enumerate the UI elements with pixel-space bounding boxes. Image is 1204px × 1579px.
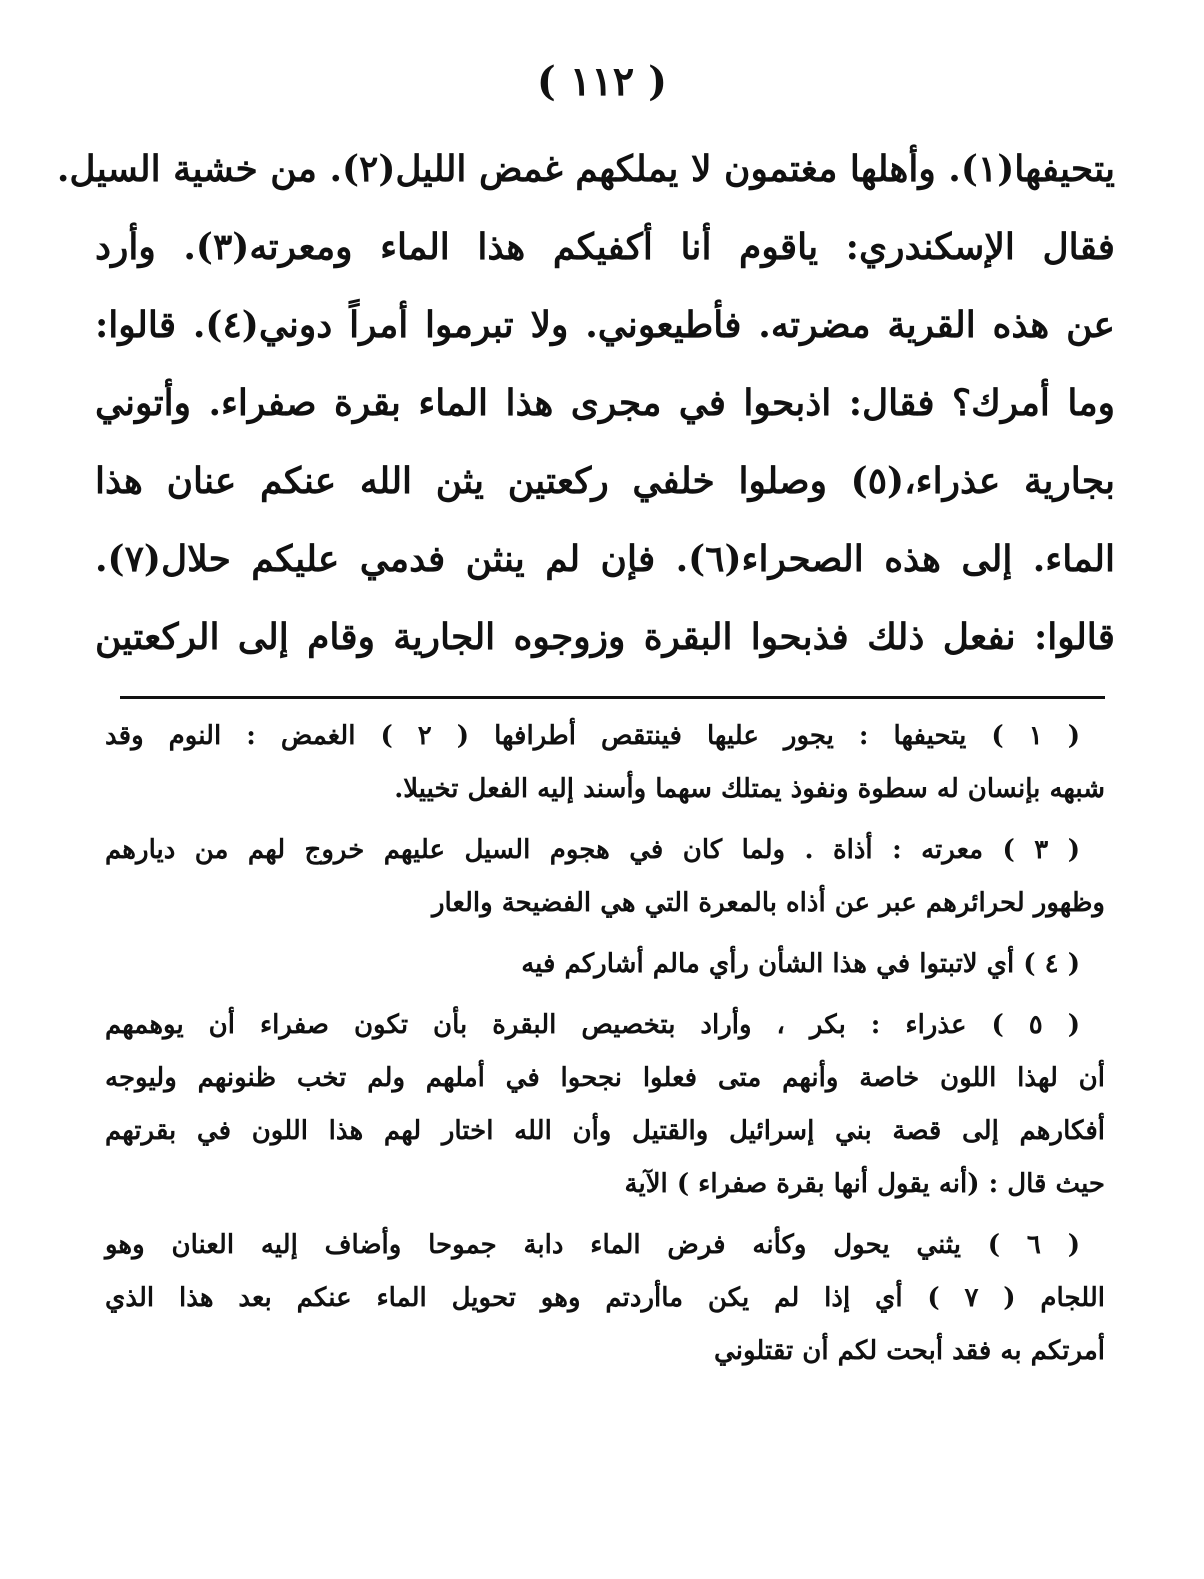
footnote-line: ( ٤ ) أي لاتبتوا في هذا الشأن رأي مالم أشاركم فيه [521, 949, 1080, 979]
footnotes-block [105, 710, 1105, 1386]
footnote-line: ( ٣ ) معرته : أذاة . ولما كان في هجوم السيل عليهم خروج لهم من ديارهم [105, 835, 1080, 865]
main-text-line: عن هذه القرية مضرته. فأطيعوني. ولا تبرموا أمراً دوني(٤). قالوا: [95, 304, 1115, 346]
main-text-block [56, 130, 1115, 676]
footnote-line: أمرتكم به فقد أبحت لكم أن تقتلوني [714, 1336, 1105, 1366]
footnote-line: حيث قال : (أنه يقول أنها بقرة صفراء ) الآية [624, 1169, 1105, 1199]
footnote-line: ( ٥ ) عذراء : بكر ، وأراد بتخصيص البقرة بأن تكون صفراء أن يوهمهم [105, 1010, 1081, 1040]
page-number: ( ١١٢ ) [536, 58, 668, 105]
footnote [105, 824, 1105, 930]
footnote-divider [120, 696, 1105, 699]
footnote [105, 938, 1105, 991]
footnote [105, 999, 1105, 1211]
main-text-line: فقال الإسكندري: ياقوم أنا أكفيكم هذا الماء ومعرته(٣). وأرد [95, 226, 1115, 268]
footnote [105, 710, 1105, 816]
main-text-line: وما أمرك؟ فقال: اذبحوا في مجرى هذا الماء بقرة صفراء. وأتوني [95, 382, 1115, 424]
footnote-line: أن لهذا اللون خاصة وأنهم متى فعلوا نجحوا في أملهم ولم تخب ظنونهم وليوجه [105, 1063, 1106, 1093]
footnote-line: ( ١ ) يتحيفها : يجور عليها فينتقص أطرافها ( ٢ ) الغمض : النوم وقد [105, 721, 1081, 751]
main-text-line: الماء. إلى هذه الصحراء(٦). فإن لم ينثن فدمي عليكم حلال(٧). [95, 538, 1115, 580]
footnote-line: اللجام ( ٧ ) أي إذا لم يكن ماأردتم وهو تحويل الماء عنكم بعد هذا الذي [105, 1283, 1105, 1313]
footnote [105, 1219, 1105, 1378]
footnote-line: وظهور لحرائرهم عبر عن أذاه بالمعرة التي هي الفضيحة والعار [431, 888, 1105, 918]
main-text-line: قالوا: نفعل ذلك فذبحوا البقرة وزوجوه الجارية وقام إلى الركعتين [95, 616, 1115, 658]
footnote-line: أفكارهم إلى قصة بني إسرائيل والقتيل وأن الله اختار لهم هذا اللون في بقرتهم [105, 1116, 1106, 1146]
main-text-line: يتحيفها(١). وأهلها مغتمون لا يملكهم غمض الليل(٢). من خشية السيل. [56, 148, 1115, 190]
main-text-line: بجارية عذراء،(٥) وصلوا خلفي ركعتين يثن الله عنكم عنان هذا [95, 460, 1115, 502]
footnote-line: ( ٦ ) يثني يحول وكأنه فرض الماء دابة جموحا وأضاف إليه العنان وهو [105, 1230, 1081, 1260]
footnote-line: شبهه بإنسان له سطوة ونفوذ يمتلك سهما وأسند إليه الفعل تخييلا. [394, 774, 1105, 804]
